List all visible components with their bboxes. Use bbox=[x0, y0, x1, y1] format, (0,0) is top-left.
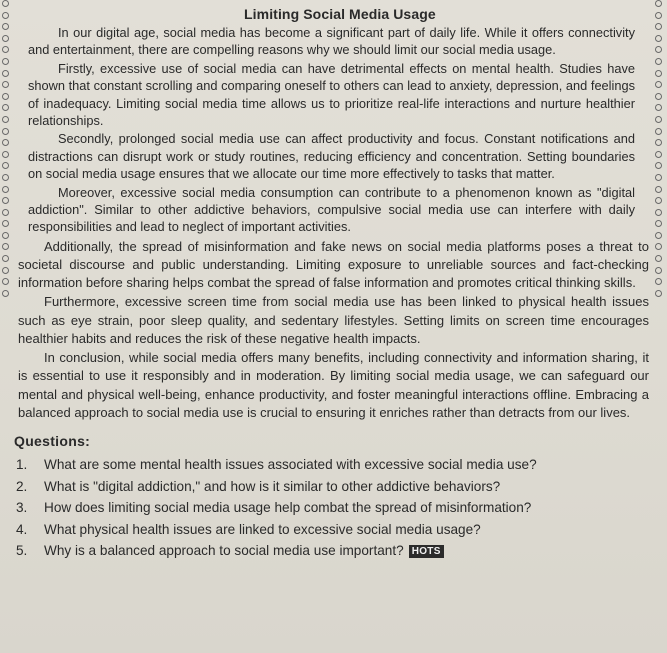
question-text: What physical health issues are linked to excessive social media usage? bbox=[44, 521, 481, 537]
question-text: What are some mental health issues associated with excessive social media use? bbox=[44, 457, 537, 473]
question-item bbox=[14, 497, 649, 519]
question-number: 1. bbox=[16, 457, 28, 473]
question-number: 3. bbox=[16, 500, 28, 516]
question-item bbox=[14, 476, 649, 498]
question-text: Why is a balanced approach to social media use important? bbox=[44, 543, 404, 559]
questions-list bbox=[14, 454, 649, 562]
question-number: 5. bbox=[16, 543, 28, 559]
spiral-binding-left bbox=[0, 0, 14, 300]
article-body bbox=[14, 24, 649, 562]
questions-heading: Questions: bbox=[14, 432, 91, 449]
spiral-binding-right bbox=[653, 0, 667, 300]
paragraph-misinformation: Additionally, the spread of misinformation and fake news on social media platforms poses a threat to societal discourse and public understanding. Limiting exposure to unreliable sources and fact-checking information before sharing helps combat the spread of false information and promotes critical thinking skills. bbox=[18, 238, 649, 291]
question-item bbox=[14, 454, 649, 476]
paragraph-productivity: Secondly, prolonged social media use can affect productivity and focus. Constant notifications and distractions can disrupt work or study routines, reducing efficiency and concentration. Setting boundaries on social media usage ensures that we allocate our time more effectively to tasks that matter. bbox=[28, 131, 635, 182]
paragraph-digital-addiction: Moreover, excessive social media consumption can contribute to a phenomenon known as "digital addiction". Similar to other addictive behaviors, compulsive social media use can interfere with daily responsibilities and lead to neglect of important activities. bbox=[28, 184, 635, 235]
page-title: Limiting Social Media Usage bbox=[244, 6, 436, 22]
paragraph-conclusion: In conclusion, while social media offers many benefits, including connectivity and information sharing, it is essential to use it responsibly and in moderation. By limiting social media usage, we can safeguard our mental and physical well-being, enhance productivity, and foster meaningful interactions offline. Embracing a balanced approach to social media use is crucial to ensuring it enriches rather than detracts from our lives. bbox=[18, 350, 649, 420]
question-item bbox=[14, 540, 649, 562]
question-text: What is "digital addiction," and how is it similar to other addictive behaviors? bbox=[44, 478, 501, 494]
paragraph-intro: In our digital age, social media has become a significant part of daily life. While it offers connectivity and entertainment, there are compelling reasons why we should limit our social media usage. bbox=[28, 25, 635, 58]
question-number: 4. bbox=[16, 521, 28, 537]
question-item bbox=[14, 519, 649, 541]
question-text: How does limiting social media usage help combat the spread of misinformation? bbox=[44, 500, 532, 516]
paragraph-physical-health: Furthermore, excessive screen time from social media use has been linked to physical health issues such as eye strain, poor sleep quality, and sedentary lifestyles. Setting limits on screen time encourages healthier habits and reduces the risk of these negative health impacts. bbox=[18, 294, 649, 346]
question-number: 2. bbox=[16, 478, 28, 494]
hots-badge: HOTS bbox=[409, 545, 444, 558]
paragraph-mental-health: Firstly, excessive use of social media can have detrimental effects on mental health. Studies have shown that constant scrolling and comparing oneself to others can lead to anxiety, depression, and feelings of inadequacy. Limiting social media time allows us to prioritize real-life interactions and nurture healthier relationships. bbox=[28, 60, 635, 129]
